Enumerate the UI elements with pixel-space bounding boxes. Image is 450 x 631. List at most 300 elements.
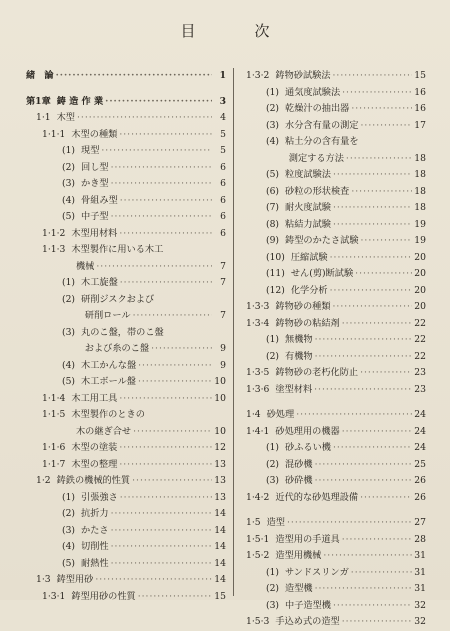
leader-dots <box>342 424 412 441</box>
toc-entry-title: 粘土分の含有量を <box>285 136 359 147</box>
toc-entry-page: 14 <box>214 508 226 519</box>
leader-dots <box>111 506 212 523</box>
toc-entry-page: 18 <box>414 185 426 197</box>
toc-entry-title: 圧縮試験 <box>290 251 328 263</box>
toc-entry <box>246 490 426 507</box>
toc-entry-title: 鋳型用砂の性質 <box>71 590 136 602</box>
toc-entry-number: (1) <box>266 442 280 453</box>
toc-entry-continuation <box>26 308 226 325</box>
toc-entry <box>26 143 226 160</box>
toc-entry <box>246 184 426 201</box>
toc-entry <box>246 473 426 490</box>
toc-entry-page: 5 <box>220 145 226 156</box>
toc-entry-number: 1·3·2 <box>246 70 270 81</box>
toc-entry-title: 無機物 <box>285 334 313 345</box>
toc-entry-number: (1) <box>266 566 280 578</box>
toc-entry-title: 木工旋盤 <box>81 277 118 288</box>
toc-entry-title: 水分含有量の測定 <box>285 119 359 131</box>
toc-entry-page: 14 <box>214 524 226 536</box>
toc-entry-page: 31 <box>414 566 426 578</box>
toc-entry-page: 24 <box>414 425 426 437</box>
toc-entry-page: 4 <box>220 112 226 123</box>
toc-entry-title: 粒度試験法 <box>285 169 331 180</box>
toc-entry-page: 5 <box>220 128 226 140</box>
toc-entry-number: 1·3 <box>36 574 51 585</box>
toc-entry <box>246 266 426 283</box>
toc-entry-number: (1) <box>62 491 76 503</box>
toc-entry <box>26 473 226 490</box>
toc-entry <box>26 209 226 226</box>
toc-entry-title: 耐熱性 <box>81 557 109 569</box>
toc-entry-number: 1·4·2 <box>246 491 270 503</box>
toc-entry <box>26 440 226 457</box>
toc-entry <box>246 349 426 366</box>
toc-entry-number: (12) <box>266 284 285 296</box>
leader-dots <box>138 589 212 606</box>
toc-entry-number: 1·4·1 <box>246 425 270 437</box>
toc-entry-page: 22 <box>414 334 426 345</box>
toc-entry-number: (1) <box>266 334 280 345</box>
toc-entry-page: 3 <box>219 95 226 107</box>
toc-entry-number: 1·5·2 <box>246 550 270 561</box>
toc-entry-page: 10 <box>214 425 226 437</box>
toc-entry <box>26 193 226 210</box>
toc-entry-title: 木工かんな盤 <box>81 359 137 371</box>
toc-entry-number: 1·5 <box>246 517 261 528</box>
toc-entry-title: かき型 <box>81 178 109 189</box>
leader-dots <box>111 523 212 540</box>
toc-entry-title: 抗折力 <box>81 508 109 519</box>
toc-entry <box>246 581 426 598</box>
toc-entry-number: (3) <box>62 178 76 189</box>
leader-dots <box>333 200 412 217</box>
toc-entry-page: 13 <box>214 475 226 486</box>
leader-dots <box>333 299 412 316</box>
toc-entry-page: 12 <box>214 442 226 453</box>
toc-entry-number: 1·1·5 <box>42 409 66 420</box>
leader-dots <box>151 341 212 358</box>
toc-entry-page: 16 <box>414 86 426 98</box>
toc-entry-number: 1·3·4 <box>246 317 270 329</box>
leader-dots <box>315 457 412 474</box>
toc-entry-number: (2) <box>62 293 76 305</box>
toc-entry-number: (7) <box>266 202 280 213</box>
toc-entry <box>246 440 426 457</box>
leader-dots <box>361 118 412 135</box>
toc-entry-title: 測定する方法 <box>288 152 344 164</box>
toc-entry-page: 9 <box>220 359 226 371</box>
toc-entry <box>26 457 226 474</box>
leader-dots <box>95 572 212 589</box>
toc-entry <box>26 572 226 589</box>
toc-entry-title: 機械 <box>76 260 95 272</box>
toc-entry-title: 化学分析 <box>290 284 328 296</box>
leader-dots <box>119 226 212 243</box>
toc-entry <box>246 424 426 441</box>
toc-entry <box>246 217 426 234</box>
toc-entry <box>246 134 426 151</box>
toc-entry <box>246 283 426 300</box>
toc-entry-page: 19 <box>414 235 426 246</box>
column-divider <box>233 68 234 596</box>
leader-dots <box>323 548 412 565</box>
toc-entry-title: 木型製作のときの <box>71 409 145 420</box>
leader-dots <box>330 250 412 267</box>
leader-dots <box>351 101 412 118</box>
toc-entry-title: 塗型材料 <box>275 383 313 395</box>
toc-entry-page: 18 <box>414 169 426 180</box>
toc-entry-number: (6) <box>266 185 280 197</box>
leader-dots <box>138 374 212 391</box>
toc-entry-number: (2) <box>266 350 280 362</box>
leader-dots <box>119 391 212 408</box>
leader-dots <box>315 473 412 490</box>
toc-entry <box>26 275 226 292</box>
toc-entry <box>26 407 226 424</box>
leader-dots <box>315 581 412 598</box>
toc-entry-title: 混砂機 <box>285 458 313 470</box>
toc-entry <box>26 94 226 111</box>
toc-entry-number: 1·2 <box>36 475 51 486</box>
leader-dots <box>120 193 212 210</box>
leader-dots <box>287 515 412 532</box>
toc-entry-page: 28 <box>414 533 426 545</box>
toc-entry <box>246 407 426 424</box>
toc-entry-continuation <box>26 341 226 358</box>
toc-entry-number: (9) <box>266 235 280 246</box>
toc-entry <box>246 614 426 631</box>
toc-entry-number: (4) <box>62 194 76 206</box>
toc-entry-title: せん(剪)断試験 <box>290 268 354 279</box>
toc-entry <box>26 127 226 144</box>
leader-dots <box>111 209 212 226</box>
page-title: 目 次 <box>180 22 292 40</box>
toc-entry <box>26 292 226 309</box>
leader-dots <box>360 490 412 507</box>
toc-entry-title: 木型の塗装 <box>71 442 118 453</box>
toc-entry-number: (5) <box>62 557 76 569</box>
toc-entry-number: 第1章 <box>26 95 51 107</box>
leader-dots <box>119 457 212 474</box>
toc-entry-number: (8) <box>266 218 280 230</box>
toc-entry-title: 粘結力試験 <box>285 218 331 230</box>
toc-entry-page: 20 <box>414 251 426 263</box>
toc-entry-page: 7 <box>220 277 226 288</box>
toc-entry-page: 7 <box>220 260 226 272</box>
toc-entry-title: サンドスリンガ <box>285 566 349 578</box>
toc-entry <box>246 365 426 382</box>
toc-entry-page: 17 <box>414 119 426 131</box>
toc-entry <box>26 358 226 375</box>
toc-entry-title: 研削ロール <box>84 310 131 321</box>
leader-dots <box>96 259 212 276</box>
toc-entry-page: 22 <box>414 350 426 362</box>
toc-entry-page: 32 <box>414 599 426 611</box>
toc-entry-number: (5) <box>266 169 280 180</box>
toc-entry-title: 中子型 <box>81 211 109 222</box>
toc-entry-page: 23 <box>414 383 426 395</box>
toc-entry-title: 鋳型のかたさ試験 <box>285 235 359 246</box>
toc-entry <box>246 118 426 135</box>
leader-dots <box>120 275 212 292</box>
toc-entry-continuation <box>26 424 226 441</box>
toc-entry-title: 有機物 <box>285 350 313 362</box>
leader-dots <box>120 490 212 507</box>
toc-entry-title: 鋳 造 作 業 <box>56 95 104 107</box>
toc-entry <box>246 382 426 399</box>
toc-entry <box>26 374 226 391</box>
toc-entry-title: 造型用機械 <box>275 550 322 561</box>
toc-entry-title: 緒 論 <box>26 70 54 81</box>
toc-entry-title: 造型用の手道具 <box>275 533 340 545</box>
toc-entry-page: 6 <box>220 161 226 173</box>
leader-dots <box>342 85 412 102</box>
toc-entry-page: 14 <box>214 574 226 585</box>
toc-entry <box>246 250 426 267</box>
toc-entry-page: 25 <box>414 458 426 470</box>
toc-entry-continuation <box>26 259 226 276</box>
toc-entry-number: (3) <box>266 599 280 611</box>
toc-entry-page: 23 <box>414 367 426 378</box>
toc-entry <box>26 110 226 127</box>
leader-dots <box>342 614 412 631</box>
toc-entry <box>246 233 426 250</box>
toc-entry-number: (4) <box>266 136 280 147</box>
toc-entry-title: 木の継ぎ合せ <box>76 425 132 437</box>
toc-entry-number: 1·3·6 <box>246 383 270 395</box>
toc-entry <box>246 68 426 85</box>
toc-entry-number: (2) <box>266 583 280 594</box>
toc-entry-number: 1·3·1 <box>42 590 66 602</box>
toc-entry <box>26 589 226 606</box>
toc-entry-page: 20 <box>414 268 426 279</box>
toc-entry-title: 通気度試験法 <box>285 86 341 98</box>
toc-entry-title: 手込め式の造型 <box>275 616 340 627</box>
leader-dots <box>342 532 412 549</box>
toc-entry-number: (2) <box>62 508 76 519</box>
toc-entry-title: 鋳型用砂 <box>56 574 94 585</box>
leader-dots <box>138 358 212 375</box>
toc-entry-page: 6 <box>220 178 226 189</box>
toc-entry-title: 鋳物砂の種類 <box>275 301 331 312</box>
toc-entry-number: 1·5·1 <box>246 533 270 545</box>
leader-dots <box>133 308 212 325</box>
toc-entry <box>26 539 226 556</box>
toc-entry-title: 砂粒の形状検査 <box>285 185 350 197</box>
toc-entry <box>246 85 426 102</box>
toc-entry <box>26 391 226 408</box>
leader-dots <box>105 94 212 111</box>
toc-entry-number: 1·1·7 <box>42 458 66 470</box>
toc-entry-title: 鋳物砂試験法 <box>275 70 331 81</box>
toc-entry <box>246 515 426 532</box>
toc-entry <box>246 299 426 316</box>
toc-entry-title: 砂処理用の機器 <box>275 425 340 437</box>
toc-entry-number: (1) <box>62 277 76 288</box>
toc-entry <box>246 548 426 565</box>
toc-entry-title: 造型機 <box>285 583 313 594</box>
leader-dots <box>342 316 412 333</box>
toc-entry-number: 1·1·4 <box>42 392 66 404</box>
toc-entry-page: 20 <box>414 301 426 312</box>
toc-entry-title: 耐火度試験 <box>285 202 331 213</box>
leader-dots <box>346 151 412 168</box>
toc-entry-title: 中子造型機 <box>285 599 331 611</box>
toc-entry-number: (3) <box>62 524 76 536</box>
leader-dots <box>314 382 412 399</box>
toc-entry-page: 15 <box>414 70 426 81</box>
toc-entry-page: 24 <box>414 442 426 453</box>
leader-dots <box>333 217 412 234</box>
toc-entry-number: 1·1·1 <box>42 128 66 140</box>
leader-dots <box>360 365 412 382</box>
toc-right-column <box>246 68 426 631</box>
toc-entry-number: (2) <box>266 103 280 114</box>
toc-entry-page: 6 <box>220 194 226 206</box>
toc-entry-number: (1) <box>62 145 76 156</box>
toc-entry <box>26 556 226 573</box>
toc-entry-title: 近代的な砂処理設備 <box>275 491 359 503</box>
toc-entry-page: 10 <box>214 392 226 404</box>
toc-entry-title: 乾燥汁の抽出器 <box>285 103 350 114</box>
toc-entry-title: 鋳物砂の粘結剤 <box>275 317 340 329</box>
toc-entry-number: (4) <box>62 541 76 552</box>
toc-entry <box>26 68 226 85</box>
leader-dots <box>333 68 412 85</box>
toc-entry-number: (11) <box>266 268 285 279</box>
toc-entry-number: (2) <box>62 161 76 173</box>
toc-entry <box>26 523 226 540</box>
toc-entry <box>246 457 426 474</box>
toc-entry-page: 14 <box>214 557 226 569</box>
toc-entry <box>246 167 426 184</box>
toc-entry-page: 32 <box>414 616 426 627</box>
toc-entry-number: 1·1 <box>36 112 51 123</box>
toc-entry-number: (2) <box>266 458 280 470</box>
leader-dots <box>351 184 412 201</box>
toc-entry-page: 10 <box>214 376 226 387</box>
leader-dots <box>132 473 212 490</box>
toc-entry-title: 骨組み型 <box>81 194 118 206</box>
toc-entry-page: 18 <box>414 152 426 164</box>
toc-entry-page: 15 <box>214 590 226 602</box>
toc-entry-title: 丸のこ盤，帯のこ盤 <box>81 326 164 338</box>
leader-dots <box>330 283 412 300</box>
toc-entry-title: 鋳鉄の機械的性質 <box>56 475 131 486</box>
toc-entry-title: 現型 <box>81 145 100 156</box>
toc-entry-title: 砂ふるい機 <box>285 442 331 453</box>
toc-entry-number: (4) <box>62 359 76 371</box>
toc-entry <box>26 325 226 342</box>
toc-entry-page: 9 <box>220 343 226 354</box>
toc-entry-number: (3) <box>266 475 280 486</box>
toc-left-column <box>26 68 226 605</box>
toc-entry-number: 1·4 <box>246 409 261 420</box>
toc-entry-title: 切削性 <box>81 541 109 552</box>
toc-entry-page: 16 <box>414 103 426 114</box>
toc-entry-title: 砂砕機 <box>285 475 313 486</box>
toc-entry-title: 木工ボール盤 <box>81 376 136 387</box>
toc-entry-number: (5) <box>62 211 76 222</box>
toc-entry-title: 木型の整理 <box>71 458 118 470</box>
leader-dots <box>119 440 212 457</box>
toc-entry-number: 1·5·3 <box>246 616 270 627</box>
leader-dots <box>333 167 412 184</box>
leader-dots <box>355 266 412 283</box>
toc-entry-title: 研削ジスクおよび <box>81 293 155 305</box>
leader-dots <box>111 556 212 573</box>
toc-entry-page: 22 <box>414 317 426 329</box>
toc-entry-number: 1·1·2 <box>42 227 66 239</box>
toc-entry <box>26 226 226 243</box>
toc-entry-page: 31 <box>414 550 426 561</box>
toc-entry-page: 20 <box>414 284 426 296</box>
toc-entry-continuation <box>246 151 426 168</box>
toc-entry-page: 31 <box>414 583 426 594</box>
toc-entry-page: 13 <box>214 491 226 503</box>
toc-entry-title: 木型用材料 <box>71 227 118 239</box>
toc-entry <box>246 316 426 333</box>
toc-entry-title: 鋳物砂の老朽化防止 <box>275 367 359 378</box>
toc-entry-page: 26 <box>414 475 426 486</box>
leader-dots <box>111 176 212 193</box>
toc-entry-title: かたさ <box>81 524 109 536</box>
toc-entry-page: 18 <box>414 202 426 213</box>
toc-entry-number: (1) <box>266 86 280 98</box>
leader-dots <box>296 407 412 424</box>
toc-entry <box>246 532 426 549</box>
toc-entry-page: 6 <box>220 227 226 239</box>
leader-dots <box>101 143 212 160</box>
toc-entry-page: 7 <box>220 310 226 321</box>
toc-entry-title: 砂処理 <box>266 409 295 420</box>
toc-entry-number: 1·1·3 <box>42 244 66 255</box>
toc-entry-title: 木型の種類 <box>71 128 118 140</box>
toc-entry-title: 木型製作に用いる木工 <box>71 244 164 255</box>
toc-entry-title: 造型 <box>266 517 285 528</box>
toc-entry <box>26 176 226 193</box>
toc-entry-page: 6 <box>220 211 226 222</box>
toc-entry <box>246 101 426 118</box>
leader-dots <box>333 440 412 457</box>
leader-dots <box>77 110 212 127</box>
leader-dots <box>351 565 412 582</box>
toc-entry-title: 木型 <box>56 112 75 123</box>
toc-entry-number: (3) <box>266 119 280 131</box>
toc-entry-page: 27 <box>414 517 426 528</box>
toc-entry-page: 13 <box>214 458 226 470</box>
leader-dots <box>56 68 212 85</box>
toc-entry <box>246 200 426 217</box>
toc-entry-page: 19 <box>414 218 426 230</box>
toc-entry-page: 14 <box>214 541 226 552</box>
toc-entry <box>26 160 226 177</box>
toc-entry-title: 木工用工具 <box>71 392 118 404</box>
leader-dots <box>133 424 212 441</box>
toc-entry-title: および糸のこ盤 <box>84 343 150 354</box>
leader-dots <box>315 332 412 349</box>
toc-entry-page: 26 <box>414 491 426 503</box>
toc-entry-number: (5) <box>62 376 76 387</box>
toc-entry-number: (3) <box>62 326 76 338</box>
toc-entry-number: (10) <box>266 251 285 263</box>
toc-entry-title: 回し型 <box>81 161 109 173</box>
toc-entry <box>246 565 426 582</box>
leader-dots <box>119 127 212 144</box>
toc-entry-number: 1·3·5 <box>246 367 270 378</box>
toc-entry-page: 1 <box>219 70 226 81</box>
toc-entry-title: 引張強さ <box>81 491 118 503</box>
